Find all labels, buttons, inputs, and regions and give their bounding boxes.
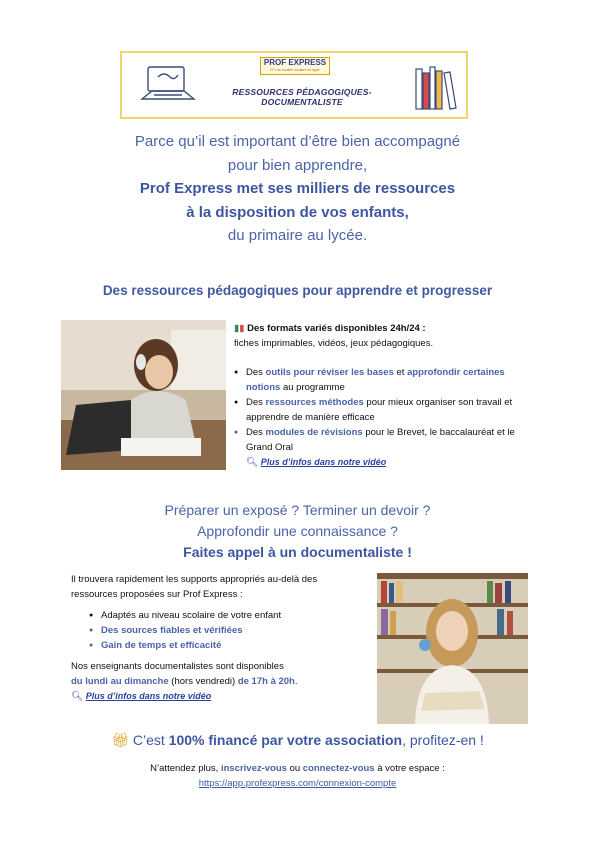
formats-text: fiches imprimables, vidéos, jeux pédagogiques. bbox=[234, 338, 434, 349]
gift-icon: 🎁︎ bbox=[111, 732, 129, 748]
connect-link[interactable]: connectez-vous bbox=[302, 763, 375, 774]
availability-text: Nos enseignants documentalistes sont disponibles bbox=[71, 661, 284, 672]
formats-heading: ▮▮ Des formats variés disponibles 24h/24 : bbox=[234, 323, 426, 334]
laptop-illustration bbox=[140, 63, 196, 107]
books-illustration bbox=[412, 63, 462, 113]
documentalist-paragraph: Il trouvera rapidement les supports appropriés au-delà des ressources proposées sur Prof Express : bbox=[71, 574, 318, 600]
logo-subtitle: N°1 du soutien scolaire en ligne bbox=[270, 68, 320, 72]
librarian-photo bbox=[377, 573, 528, 724]
intro-line-5: du primaire au lycée. bbox=[227, 227, 368, 244]
list-item: ● Des modules de révisions pour le Brevet, le baccalauréat et le Grand Oral bbox=[234, 425, 534, 455]
intro-line-3: Prof Express met ses milliers de ressources bbox=[139, 180, 456, 197]
documentalist-text bbox=[71, 572, 361, 704]
logo-title: PROF EXPRESS bbox=[263, 58, 327, 67]
intro-line-1: Parce qu’il est important d’être bien accompagné bbox=[134, 133, 461, 150]
magnifier-icon: 🔍︎ bbox=[71, 691, 84, 702]
video-link-resources[interactable]: Plus d’infos dans notre vidéo bbox=[260, 457, 387, 467]
banner-title: RESSOURCES PÉDAGOGIQUES- DOCUMENTALISTE bbox=[232, 87, 372, 107]
intro-line-2: pour bien apprendre, bbox=[227, 156, 368, 174]
question-line-3: Faites appel à un documentaliste ! bbox=[183, 544, 412, 560]
list-item: ● Des ressources méthodes pour mieux organiser son travail et apprendre de manière efficace bbox=[234, 395, 534, 425]
video-link-documentalist[interactable]: Plus d’infos dans notre vidéo bbox=[85, 691, 212, 701]
footer-text: N’attendez plus, inscrivez-vous ou connectez-vous à votre espace : bbox=[150, 763, 445, 774]
intro-text bbox=[60, 130, 535, 248]
intro-line-4: à la disposition de vos enfants, bbox=[186, 203, 409, 221]
documentalist-intro bbox=[100, 500, 495, 563]
books-icon: ▮ bbox=[234, 323, 240, 334]
list-item: ● Adaptés au niveau scolaire de votre enfant bbox=[89, 608, 361, 623]
funding-callout: 🎁︎ C’est 100% financé par votre association, profitez-en ! bbox=[111, 732, 484, 748]
header-banner bbox=[120, 51, 468, 119]
list-item: ● Des sources fiables et vérifiées bbox=[89, 623, 361, 638]
child-studying-photo bbox=[61, 320, 226, 470]
documentalist-list bbox=[89, 608, 361, 653]
register-link[interactable]: inscrivez-vous bbox=[220, 763, 287, 774]
list-item: ● Gain de temps et efficacité bbox=[89, 638, 361, 653]
footer bbox=[40, 761, 555, 791]
question-line-2: Approfondir une connaissance ? bbox=[197, 523, 398, 539]
resources-text bbox=[234, 321, 534, 470]
list-item: ● Des outils pour réviser les bases et approfondir certaines notions au programme bbox=[234, 365, 534, 395]
connexion-url-link[interactable]: https://app.profexpress.com/connexion-compte bbox=[198, 778, 397, 789]
magnifier-icon: 🔍︎ bbox=[246, 457, 259, 468]
availability-hours: du lundi au dimanche (hors vendredi) de 17h à 20h. bbox=[71, 676, 298, 687]
resources-list bbox=[234, 365, 534, 455]
prof-express-logo bbox=[260, 57, 330, 75]
question-line-1: Préparer un exposé ? Terminer un devoir ? bbox=[164, 502, 431, 518]
section-title-resources: Des ressources pédagogiques pour apprendre et progresser bbox=[102, 283, 493, 298]
